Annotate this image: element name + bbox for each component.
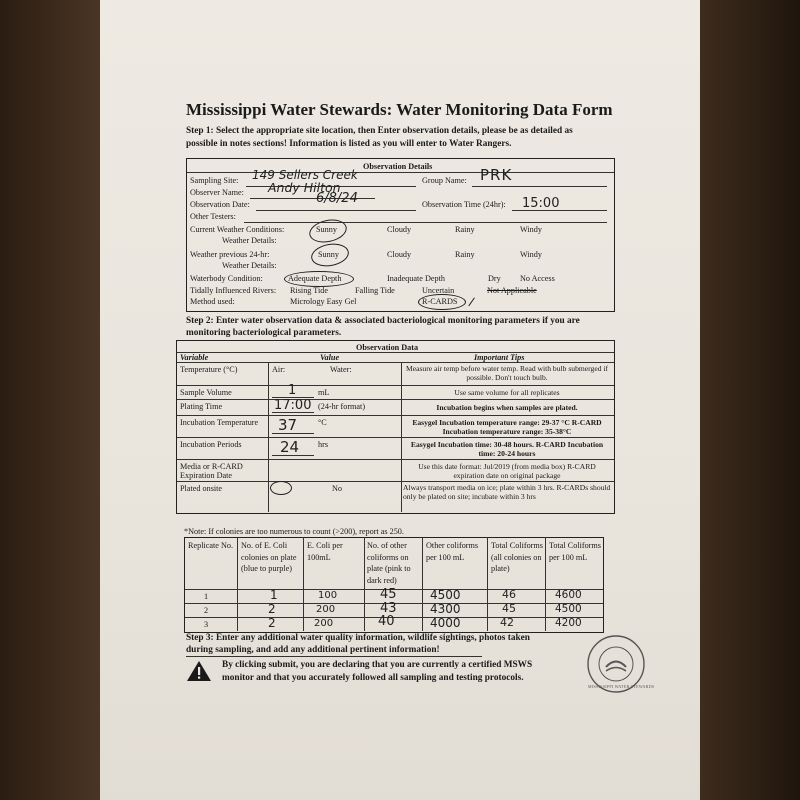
colony-row-1-ecoli-per100: 100 bbox=[318, 590, 338, 601]
row-divider bbox=[177, 459, 614, 460]
col-variable-header: Variable bbox=[180, 353, 209, 362]
temp-water-label: Water: bbox=[330, 365, 352, 374]
method-option-easygel[interactable]: Micrology Easy Gel bbox=[290, 297, 357, 306]
form-paper bbox=[100, 0, 700, 800]
weather-prev-option-windy[interactable]: Windy bbox=[520, 250, 542, 259]
step2-line2: monitoring bacteriological parameters. bbox=[186, 328, 342, 338]
colony-row-3-ecoli-per100: 200 bbox=[314, 618, 334, 629]
weather-option-windy[interactable]: Windy bbox=[520, 225, 542, 234]
waterbody-label: Waterbody Condition: bbox=[190, 274, 263, 283]
selected-mark-circle bbox=[418, 294, 466, 310]
row-divider bbox=[177, 385, 614, 386]
incubation-temp-unit: °C bbox=[318, 418, 327, 427]
sample-volume-value: 1 bbox=[288, 383, 297, 398]
tip-media-expiration: Use this date format: Jul/2019 (from media box) R-CARD expiration date on original package bbox=[418, 462, 596, 480]
row-divider bbox=[177, 415, 614, 416]
weather-option-rainy[interactable]: Rainy bbox=[455, 225, 475, 234]
testers-label: Other Testers: bbox=[190, 212, 236, 221]
colonies-note: *Note: If colonies are too numerous to count (>200), report as 250. bbox=[184, 527, 404, 536]
group-name-line bbox=[472, 186, 607, 187]
var-plating-time: Plating Time bbox=[180, 402, 223, 411]
colony-row-1-other-per100: 4500 bbox=[430, 588, 461, 602]
weather-prev-option-sunny[interactable]: Sunny bbox=[318, 250, 339, 259]
colony-header-ecoli-colonies: No. of E. Coli colonies on plate (blue to purple) bbox=[241, 541, 297, 573]
colony-row-2-total-per100: 4500 bbox=[555, 603, 582, 615]
observation-data-header: Observation Data bbox=[356, 343, 419, 352]
warning-icon bbox=[186, 660, 212, 682]
colony-header-ecoli-per-100: E. Coli per 100mL bbox=[307, 541, 343, 562]
group-name-value: PRK bbox=[480, 166, 513, 184]
weather-option-sunny[interactable]: Sunny bbox=[316, 225, 337, 234]
weather-prev-label: Weather previous 24-hr: bbox=[190, 250, 270, 259]
tip-sample-volume: Use same volume for all replicates bbox=[454, 388, 560, 397]
plating-time-unit: (24-hr format) bbox=[318, 402, 366, 411]
selected-mark-circle bbox=[284, 271, 354, 287]
declaration-line2: monitor and that you accurately followed all sampling and testing protocols. bbox=[222, 673, 524, 683]
background-right bbox=[700, 0, 800, 800]
date-line bbox=[256, 210, 416, 211]
observation-details-header: Observation Details bbox=[363, 162, 433, 171]
colony-header-total-per-100: Total Coliforms per 100 mL bbox=[549, 541, 601, 562]
tip-temperature: Measure air temp before water temp. Read with bulb submerged if possible. Don't touch bulb. bbox=[405, 364, 609, 382]
colony-row-2-other: 43 bbox=[380, 601, 397, 616]
colony-row-2-total: 45 bbox=[502, 602, 516, 615]
incubation-periods-value: 24 bbox=[280, 438, 300, 456]
colony-row-1-total-per100: 4600 bbox=[555, 589, 582, 601]
var-media-expiration: Media or R-CARD Expiration Date bbox=[180, 462, 243, 480]
step3-line1: Step 3: Enter any additional water quality information, wildlife sightings, photos taken bbox=[186, 633, 530, 643]
msws-logo bbox=[586, 634, 655, 694]
tidal-option-rising[interactable]: Rising Tide bbox=[290, 286, 328, 295]
temp-air-label: Air: bbox=[272, 365, 286, 374]
tip-incubation-temp: Easygel Incubation temperature range: 29-37 °C R-CARD Incubation temperature range: 35-38°C bbox=[412, 418, 602, 436]
col-value-header: Value bbox=[320, 353, 340, 362]
colony-header-replicate: Replicate No. bbox=[188, 541, 234, 550]
step3-line2: during sampling, and add any additional pertinent information! bbox=[186, 645, 440, 655]
tidal-option-falling[interactable]: Falling Tide bbox=[355, 286, 395, 295]
var-incubation-temp: Incubation Temperature bbox=[180, 418, 259, 427]
divider bbox=[177, 352, 614, 353]
colony-row-1-replicate: 1 bbox=[204, 592, 209, 601]
step1-line1: Step 1: Select the appropriate site location, then Enter observation details, please be as detailed as bbox=[186, 126, 573, 136]
weather-option-cloudy[interactable]: Cloudy bbox=[387, 225, 412, 234]
colony-row-3-total-per100: 4200 bbox=[555, 617, 582, 629]
declaration-line1: By clicking submit, you are declaring that you are currently a certified MSWS bbox=[222, 660, 533, 670]
var-incubation-periods: Incubation Periods bbox=[180, 440, 242, 449]
time-label: Observation Time (24hr): bbox=[422, 200, 506, 209]
time-value: 15:00 bbox=[522, 196, 560, 211]
divider bbox=[177, 362, 614, 363]
group-name-label: Group Name: bbox=[422, 176, 467, 185]
waterbody-option-inadequate[interactable]: Inadequate Depth bbox=[387, 274, 445, 283]
step3-underline bbox=[186, 656, 482, 657]
incubation-periods-unit: hrs bbox=[318, 440, 329, 449]
row-divider bbox=[177, 399, 614, 400]
colony-row-1-other: 45 bbox=[380, 587, 397, 602]
col-tips-header: Important Tips bbox=[474, 353, 525, 362]
weather-prev-option-rainy[interactable]: Rainy bbox=[455, 250, 475, 259]
form-title: Mississippi Water Stewards: Water Monitoring Data Form bbox=[186, 100, 613, 119]
tip-plating-time: Incubation begins when samples are plated. bbox=[436, 403, 578, 412]
sampling-site-value: 149 Sellers Creek bbox=[252, 168, 358, 182]
step1-line2: possible in notes sections! Information is listed as you will enter to Water Rangers. bbox=[186, 139, 512, 149]
colony-row-3-other: 40 bbox=[378, 614, 395, 629]
colony-header-other-colonies: No. of other coliforms on plate (pink to dark red) bbox=[367, 541, 411, 585]
method-label: Method used: bbox=[190, 297, 235, 306]
sampling-site-label: Sampling Site: bbox=[190, 176, 239, 185]
colony-header-total-colonies: Total Coliforms (all colonies on plate) bbox=[491, 541, 543, 573]
colony-row-2-replicate: 2 bbox=[204, 606, 209, 615]
weather-label: Current Weather Conditions: bbox=[190, 225, 285, 234]
colony-row-1-total: 46 bbox=[502, 588, 516, 601]
colony-header-other-per-100: Other coliforms per 100 mL bbox=[426, 541, 479, 562]
var-temperature: Temperature (°C) bbox=[180, 365, 238, 374]
tip-plated-onsite: Always transport media on ice; plate within 3 hrs. R-CARDs should only be plated on site; incubate within 3 hrs bbox=[403, 483, 611, 501]
date-label: Observation Date: bbox=[190, 200, 250, 209]
colony-row-2-other-per100: 4300 bbox=[430, 602, 461, 616]
weather-prev-details-label: Weather Details: bbox=[222, 261, 277, 270]
colony-row-3-other-per100: 4000 bbox=[430, 616, 461, 630]
colony-row-3-total: 42 bbox=[500, 616, 514, 629]
colony-row-2-ecoli-per100: 200 bbox=[316, 604, 336, 615]
method-option-rcards[interactable]: R-CARDS bbox=[422, 297, 458, 306]
tidal-label: Tidally Influenced Rivers: bbox=[190, 286, 277, 295]
colony-row-3-replicate: 3 bbox=[204, 620, 209, 629]
selected-mark-circle bbox=[270, 481, 292, 495]
date-value: 6/8/24 bbox=[316, 191, 358, 206]
var-sample-volume: Sample Volume bbox=[180, 388, 232, 397]
colony-row-1-ecoli: 1 bbox=[270, 588, 278, 602]
waterbody-option-dry[interactable]: Dry bbox=[488, 274, 501, 283]
colony-row-3-ecoli: 2 bbox=[268, 616, 276, 630]
step2-line1: Step 2: Enter water observation data & associated bacteriological monitoring parameters if you are bbox=[186, 316, 580, 326]
observer-value: Andy Hilton bbox=[268, 180, 341, 195]
tip-incubation-periods: Easygel Incubation time: 30-48 hours. R-CARD Incubation time: 20-24 hours bbox=[410, 440, 604, 458]
colony-row-2-ecoli: 2 bbox=[268, 602, 276, 616]
incubation-temp-value: 37 bbox=[278, 416, 298, 434]
waterbody-option-no-access[interactable]: No Access bbox=[520, 274, 555, 283]
background-left bbox=[0, 0, 100, 800]
sample-volume-unit: mL bbox=[318, 388, 330, 397]
waterbody-option-adequate[interactable]: Adequate Depth bbox=[288, 274, 342, 283]
plating-time-value: 17:00 bbox=[274, 398, 312, 413]
weather-details-label: Weather Details: bbox=[222, 236, 277, 245]
testers-line bbox=[244, 222, 607, 223]
tidal-option-not-applicable[interactable]: Not Applicable bbox=[487, 286, 537, 295]
row-divider bbox=[177, 481, 614, 482]
var-plated-onsite: Plated onsite bbox=[180, 484, 223, 493]
observer-label: Observer Name: bbox=[190, 188, 244, 197]
tidal-option-uncertain[interactable]: Uncertain bbox=[422, 286, 455, 295]
weather-prev-option-cloudy[interactable]: Cloudy bbox=[387, 250, 412, 259]
logo-text: MISSISSIPPI WATER STEWARDS bbox=[588, 684, 655, 689]
row-divider bbox=[177, 437, 614, 438]
plated-onsite-no[interactable]: No bbox=[332, 484, 343, 493]
